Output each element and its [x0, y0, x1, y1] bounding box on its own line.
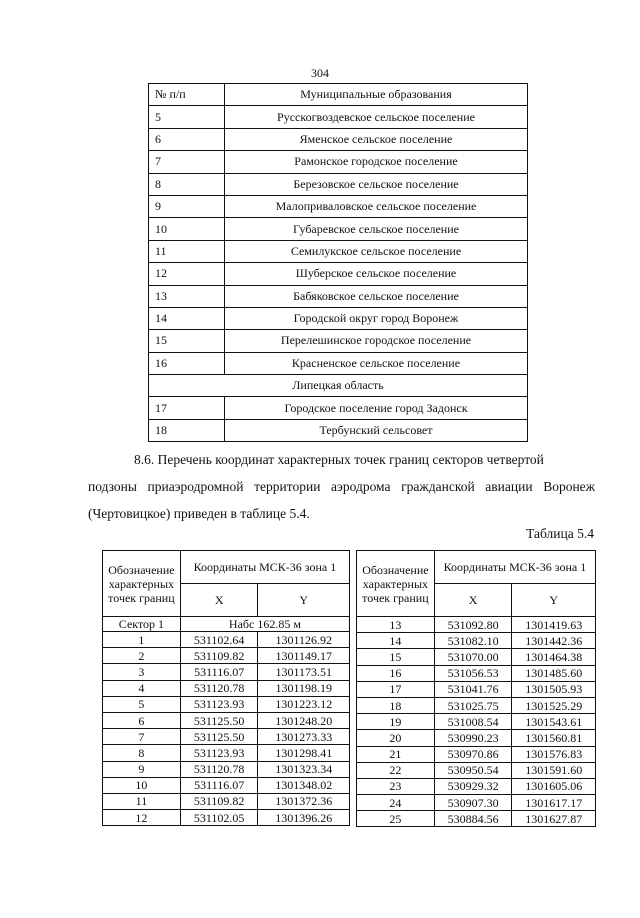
point-id: 19: [357, 714, 435, 730]
x-coordinate: 531120.78: [180, 761, 258, 777]
table-row: [357, 697, 596, 713]
municipality-name: Рамонское городское поселение: [225, 151, 528, 173]
table-row: [357, 617, 596, 633]
table-row: [357, 665, 596, 681]
y-coordinate: 1301173.51: [258, 664, 350, 680]
y-coordinate: 1301543.61: [512, 714, 596, 730]
table-row: [103, 761, 350, 777]
municipality-name: Малоприваловское сельское поселение: [225, 195, 528, 217]
table-row: [149, 397, 528, 419]
x-coordinate: 531123.93: [180, 696, 258, 712]
table-row: [357, 795, 596, 811]
point-id: 22: [357, 762, 435, 778]
y-coordinate: 1301591.60: [512, 762, 596, 778]
coordinates-left-body: [103, 617, 350, 826]
table-row: [357, 681, 596, 697]
x-coordinate: 531116.07: [180, 777, 258, 793]
table-row: [149, 263, 528, 285]
municipality-name: Березовское сельское поселение: [225, 173, 528, 195]
row-number: 10: [149, 218, 225, 240]
table-header-row: [149, 84, 528, 106]
y-coordinate: 1301505.93: [512, 681, 596, 697]
table-row: [103, 664, 350, 680]
table-row: [103, 632, 350, 648]
point-id: 25: [357, 811, 435, 827]
row-number: 14: [149, 307, 225, 329]
y-coordinate: 1301525.29: [512, 697, 596, 713]
row-number: 18: [149, 419, 225, 441]
y-coordinate: 1301627.87: [512, 811, 596, 827]
paragraph-line-2: подзоны приаэродромной территории аэродрома гражданской авиации Воронеж: [88, 479, 595, 494]
y-coordinate: 1301576.83: [512, 746, 596, 762]
municipality-name: Перелешинское городское поселение: [225, 330, 528, 352]
point-id: 16: [357, 665, 435, 681]
y-coordinate: 1301298.41: [258, 745, 350, 761]
municipality-name: Бабяковское сельское поселение: [225, 285, 528, 307]
point-id: 18: [357, 697, 435, 713]
sector-height: Набс 162.85 м: [180, 617, 349, 632]
point-id: 1: [103, 632, 181, 648]
point-id: 20: [357, 730, 435, 746]
x-coordinate: 531109.82: [180, 793, 258, 809]
municipality-name: Шуберское сельское поселение: [225, 263, 528, 285]
table-row: [149, 106, 528, 128]
coordinates-right-body: [357, 617, 596, 827]
x-coordinate: 530884.56: [434, 811, 512, 827]
y-coordinate: 1301617.17: [512, 795, 596, 811]
paragraph-text: 8.6. Перечень координат характерных точек границ секторов четвертой: [134, 452, 544, 467]
point-id: 6: [103, 712, 181, 728]
point-header: Обозначение характерных точек границ: [103, 551, 181, 617]
row-number: 17: [149, 397, 225, 419]
municipality-name: Губаревское сельское поселение: [225, 218, 528, 240]
row-number: 7: [149, 151, 225, 173]
table-row: [103, 810, 350, 826]
y-coordinate: 1301126.92: [258, 632, 350, 648]
coords-header: Координаты МСК-36 зона 1: [180, 551, 349, 584]
x-coordinate: 531102.64: [180, 632, 258, 648]
y-header: Y: [258, 584, 350, 617]
table-row: [149, 352, 528, 374]
table-row: [103, 745, 350, 761]
table-row: [357, 778, 596, 794]
table-row: [149, 240, 528, 262]
row-number: 15: [149, 330, 225, 352]
row-number: 6: [149, 128, 225, 150]
table-row: [357, 633, 596, 649]
y-coordinate: 1301396.26: [258, 810, 350, 826]
region-row: [149, 375, 528, 397]
y-coordinate: 1301198.19: [258, 680, 350, 696]
y-header: Y: [512, 584, 596, 617]
point-id: 3: [103, 664, 181, 680]
point-id: 5: [103, 696, 181, 712]
y-coordinate: 1301248.20: [258, 712, 350, 728]
y-coordinate: 1301464.38: [512, 649, 596, 665]
point-id: 11: [103, 793, 181, 809]
table-row: [149, 330, 528, 352]
x-coordinate: 531102.05: [180, 810, 258, 826]
x-coordinate: 531125.50: [180, 712, 258, 728]
point-id: 4: [103, 680, 181, 696]
x-coordinate: 531082.10: [434, 633, 512, 649]
municipality-name: Русскогвоздевское сельское поселение: [225, 106, 528, 128]
x-coordinate: 531125.50: [180, 729, 258, 745]
y-coordinate: 1301419.63: [512, 617, 596, 633]
paragraph-line-1: [88, 446, 595, 473]
table-row: [357, 649, 596, 665]
municipality-name: Яменское сельское поселение: [225, 128, 528, 150]
x-coordinate: 530990.23: [434, 730, 512, 746]
row-number: 5: [149, 106, 225, 128]
y-coordinate: 1301372.36: [258, 793, 350, 809]
point-id: 10: [103, 777, 181, 793]
municipality-name: Городской округ город Воронеж: [225, 307, 528, 329]
row-number: 11: [149, 240, 225, 262]
table-row: [357, 746, 596, 762]
x-coordinate: 530907.30: [434, 795, 512, 811]
table-row: [149, 195, 528, 217]
row-number: 12: [149, 263, 225, 285]
x-coordinate: 531116.07: [180, 664, 258, 680]
y-coordinate: 1301223.12: [258, 696, 350, 712]
table-row: [103, 729, 350, 745]
municipalities-table: [148, 83, 528, 442]
table-row: [103, 696, 350, 712]
municipality-name: Городское поселение город Задонск: [225, 397, 528, 419]
row-number: 16: [149, 352, 225, 374]
sector-row: [103, 617, 350, 632]
x-coordinate: 530929.32: [434, 778, 512, 794]
point-id: 2: [103, 648, 181, 664]
point-header: Обозначение характерных точек границ: [357, 551, 435, 617]
x-coordinate: 531008.54: [434, 714, 512, 730]
x-coordinate: 531056.53: [434, 665, 512, 681]
point-id: 15: [357, 649, 435, 665]
num-header: № п/п: [149, 84, 225, 106]
name-header: Муниципальные образования: [225, 84, 528, 106]
y-coordinate: 1301149.17: [258, 648, 350, 664]
table-row: [149, 151, 528, 173]
point-id: 12: [103, 810, 181, 826]
coordinates-table-left: [102, 550, 350, 826]
x-coordinate: 531109.82: [180, 648, 258, 664]
y-coordinate: 1301560.81: [512, 730, 596, 746]
point-id: 7: [103, 729, 181, 745]
point-id: 14: [357, 633, 435, 649]
table-row: [149, 307, 528, 329]
row-number: 9: [149, 195, 225, 217]
sector-label: Сектор 1: [103, 617, 181, 632]
municipality-name: Тербунский сельсовет: [225, 419, 528, 441]
x-coordinate: 530950.54: [434, 762, 512, 778]
table-row: [357, 762, 596, 778]
x-header: X: [180, 584, 258, 617]
point-id: 23: [357, 778, 435, 794]
point-id: 21: [357, 746, 435, 762]
table-row: [149, 218, 528, 240]
x-coordinate: 531070.00: [434, 649, 512, 665]
point-id: 24: [357, 795, 435, 811]
region-name: Липецкая область: [149, 375, 528, 397]
table-row: [149, 285, 528, 307]
paragraph-line-3: (Чертовицкое) приведен в таблице 5.4.: [88, 506, 310, 521]
coords-header: Координаты МСК-36 зона 1: [434, 551, 595, 584]
table-row: [149, 419, 528, 441]
table-row: [103, 648, 350, 664]
x-header: X: [434, 584, 512, 617]
row-number: 13: [149, 285, 225, 307]
x-coordinate: 531025.75: [434, 697, 512, 713]
x-coordinate: 531041.76: [434, 681, 512, 697]
y-coordinate: 1301273.33: [258, 729, 350, 745]
table-row: [357, 811, 596, 827]
page-number: 304: [311, 66, 329, 80]
x-coordinate: 530970.86: [434, 746, 512, 762]
municipalities-table-body: [149, 106, 528, 442]
x-coordinate: 531092.80: [434, 617, 512, 633]
table-caption: Таблица 5.4: [526, 526, 594, 541]
y-coordinate: 1301605.06: [512, 778, 596, 794]
municipality-name: Красненское сельское поселение: [225, 352, 528, 374]
table-row: [103, 712, 350, 728]
table-row: [103, 793, 350, 809]
x-coordinate: 531120.78: [180, 680, 258, 696]
table-row: [103, 680, 350, 696]
row-number: 8: [149, 173, 225, 195]
y-coordinate: 1301323.34: [258, 761, 350, 777]
table-row: [357, 730, 596, 746]
municipality-name: Семилукское сельское поселение: [225, 240, 528, 262]
table-row: [149, 173, 528, 195]
x-coordinate: 531123.93: [180, 745, 258, 761]
point-id: 8: [103, 745, 181, 761]
y-coordinate: 1301442.36: [512, 633, 596, 649]
y-coordinate: 1301348.02: [258, 777, 350, 793]
point-id: 13: [357, 617, 435, 633]
point-id: 9: [103, 761, 181, 777]
table-row: [357, 714, 596, 730]
y-coordinate: 1301485.60: [512, 665, 596, 681]
table-row: [103, 777, 350, 793]
coordinates-table-right: [356, 550, 596, 827]
table-row: [149, 128, 528, 150]
point-id: 17: [357, 681, 435, 697]
